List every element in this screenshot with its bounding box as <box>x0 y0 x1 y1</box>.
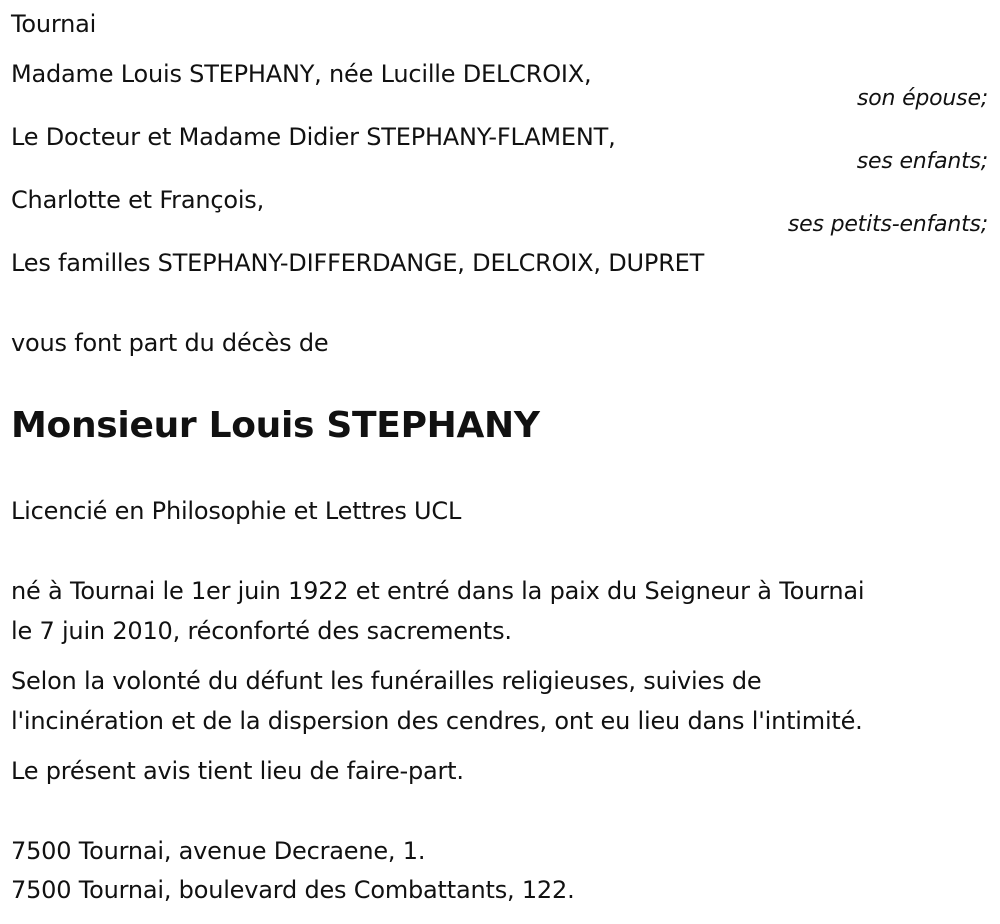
birth-death-line-2: le 7 juin 2010, réconforté des sacrements. <box>11 617 512 645</box>
family-role-spouse: son épouse; <box>857 86 988 111</box>
city-header: Tournai <box>11 10 97 38</box>
deceased-name: Monsieur Louis STEPHANY <box>11 405 540 446</box>
family-member-spouse: Madame Louis STEPHANY, née Lucille DELCROIX, <box>11 60 592 88</box>
funeral-line-2: l'incinération et de la dispersion des cendres, ont eu lieu dans l'intimité. <box>11 707 863 735</box>
birth-death-line-1: né à Tournai le 1er juin 1922 et entré dans la paix du Seigneur à Tournai <box>11 577 865 605</box>
announcement-text: vous font part du décès de <box>11 329 329 357</box>
family-member-children: Le Docteur et Madame Didier STEPHANY-FLAMENT, <box>11 123 616 151</box>
closing-text: Le présent avis tient lieu de faire-part. <box>11 757 464 785</box>
address-line-1: 7500 Tournai, avenue Decraene, 1. <box>11 837 426 865</box>
funeral-line-1: Selon la volonté du défunt les funérailles religieuses, suivies de <box>11 667 762 695</box>
address-line-2: 7500 Tournai, boulevard des Combattants, 122. <box>11 876 575 904</box>
family-member-grandchildren: Charlotte et François, <box>11 186 265 214</box>
deceased-title: Licencié en Philosophie et Lettres UCL <box>11 497 462 525</box>
family-role-children: ses enfants; <box>856 149 988 174</box>
family-member-families: Les familles STEPHANY-DIFFERDANGE, DELCROIX, DUPRET <box>11 249 705 277</box>
family-role-grandchildren: ses petits-enfants; <box>787 212 988 237</box>
